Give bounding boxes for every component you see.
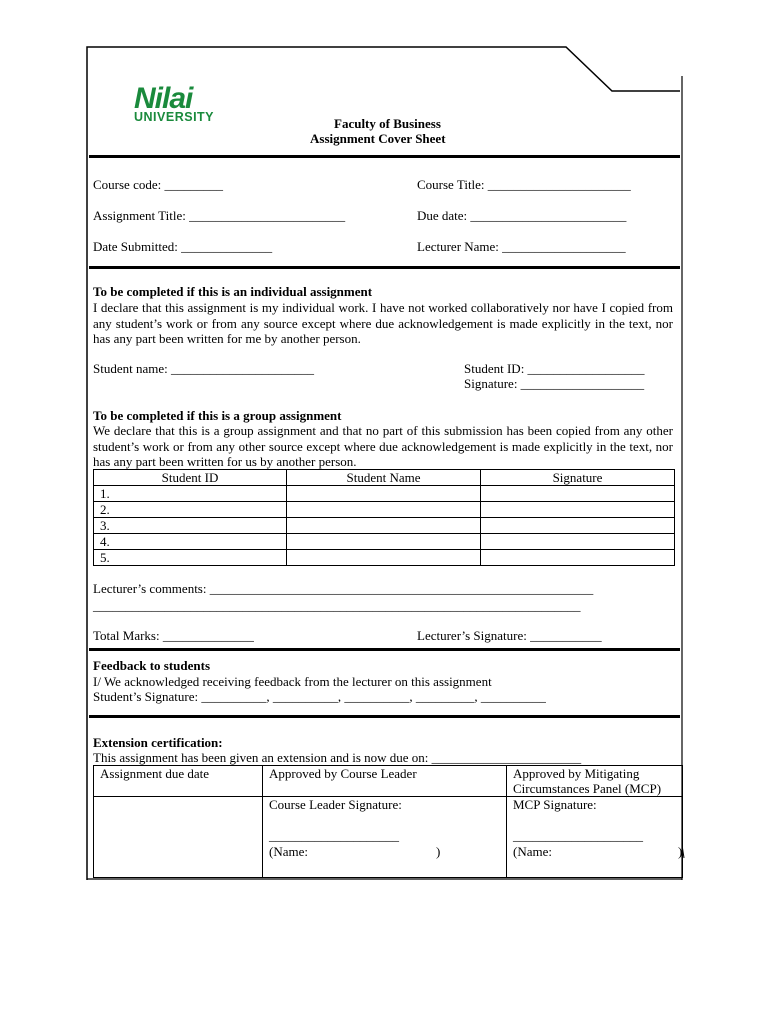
table-row xyxy=(94,766,683,797)
date-submitted-field[interactable]: Date Submitted: ______________ xyxy=(93,239,273,254)
course-leader-signature-cell[interactable] xyxy=(263,797,507,878)
course-leader-signature-label: Course Leader Signature: xyxy=(269,797,402,812)
table-row xyxy=(94,797,683,878)
feedback-heading: Feedback to students xyxy=(93,658,211,673)
signature-cell[interactable] xyxy=(481,502,675,518)
row-number: 1. xyxy=(94,486,287,502)
column-header-student-name: Student Name xyxy=(287,470,481,486)
divider xyxy=(89,155,680,158)
mcp-name[interactable] xyxy=(513,844,683,859)
group-declaration: We declare that this is a group assignment and that no part of this submission has been copied from any other student’s work or from any other source except where due acknowledgement is made explicitly in the text, nor has any part been written for us by another person. xyxy=(93,423,673,469)
group-members-table xyxy=(93,469,675,566)
lecturer-comments-field[interactable]: Lecturer’s comments: ___________________________________________________________ xyxy=(93,581,594,596)
student-id-field[interactable]: Student ID: __________________ xyxy=(464,361,645,376)
due-date-field[interactable]: Due date: ________________________ xyxy=(417,208,627,223)
name-close: ) xyxy=(436,844,441,859)
course-title-field[interactable]: Course Title: ______________________ xyxy=(417,177,631,192)
signature-field[interactable]: Signature: ___________________ xyxy=(464,376,645,391)
approved-mcp-header xyxy=(507,766,683,797)
mcp-header-line2: Circumstances Panel (MCP) xyxy=(513,781,662,796)
extension-text[interactable]: This assignment has been given an extension and is now due on: _______________________ xyxy=(93,750,582,765)
column-header-student-id: Student ID xyxy=(94,470,287,486)
signature-cell[interactable] xyxy=(481,486,675,502)
individual-heading: To be completed if this is an individual assignment xyxy=(93,284,373,299)
assignment-due-date-header: Assignment due date xyxy=(94,766,263,797)
faculty-title: Faculty of Business xyxy=(334,116,441,131)
table-row xyxy=(94,534,675,550)
mcp-signature-line[interactable]: ____________________ xyxy=(513,828,643,843)
logo-subtitle: UNIVERSITY xyxy=(134,110,215,124)
divider xyxy=(89,266,680,269)
divider xyxy=(89,648,680,651)
mcp-signature-cell[interactable] xyxy=(507,797,683,878)
row-number: 2. xyxy=(94,502,287,518)
name-close: ) xyxy=(678,844,683,859)
student-name-cell[interactable] xyxy=(287,550,481,566)
student-name-cell[interactable] xyxy=(287,486,481,502)
student-name-cell[interactable] xyxy=(287,518,481,534)
row-number: 3. xyxy=(94,518,287,534)
name-open: (Name: xyxy=(269,844,308,859)
course-leader-name[interactable] xyxy=(269,844,500,859)
divider xyxy=(89,715,680,718)
row-number: 4. xyxy=(94,534,287,550)
signature-cell[interactable] xyxy=(481,534,675,550)
signature-cell[interactable] xyxy=(481,550,675,566)
university-logo xyxy=(134,84,244,124)
signature-cell[interactable] xyxy=(481,518,675,534)
table-row xyxy=(94,486,675,502)
mcp-signature-label: MCP Signature: xyxy=(513,797,597,812)
column-header-signature: Signature xyxy=(481,470,675,486)
student-signatures-field[interactable]: Student’s Signature: __________, __________, __________, _________, __________ xyxy=(93,689,546,704)
course-code-field[interactable]: Course code: _________ xyxy=(93,177,223,192)
total-marks-field[interactable]: Total Marks: ______________ xyxy=(93,628,254,643)
assignment-due-date-cell[interactable] xyxy=(94,797,263,878)
sheet-title: Assignment Cover Sheet xyxy=(310,131,446,146)
table-row xyxy=(94,502,675,518)
lecturer-name-field[interactable]: Lecturer Name: ___________________ xyxy=(417,239,626,254)
logo-name: Nilai xyxy=(134,82,193,115)
extension-table xyxy=(93,765,683,878)
assignment-title-field[interactable]: Assignment Title: ________________________ xyxy=(93,208,346,223)
name-open: (Name: xyxy=(513,844,552,859)
course-leader-signature-line[interactable]: ____________________ xyxy=(269,828,399,843)
student-name-cell[interactable] xyxy=(287,502,481,518)
student-name-field[interactable]: Student name: ______________________ xyxy=(93,361,314,376)
row-number: 5. xyxy=(94,550,287,566)
table-row xyxy=(94,550,675,566)
individual-declaration: I declare that this assignment is my individual work. I have not worked collaboratively nor have I copied from any student’s work or from any source except where due acknowledgement is made explicitly in the text, nor has any part been written for me by another person. xyxy=(93,300,673,346)
table-header-row xyxy=(94,470,675,486)
mcp-header-line1: Approved by Mitigating xyxy=(513,766,640,781)
table-row xyxy=(94,518,675,534)
lecturer-signature-field[interactable]: Lecturer’s Signature: ___________ xyxy=(417,628,602,643)
feedback-text: I/ We acknowledged receiving feedback from the lecturer on this assignment xyxy=(93,674,492,689)
lecturer-comments-line[interactable]: ___________________________________________________________________________ xyxy=(93,598,581,613)
group-heading: To be completed if this is a group assignment xyxy=(93,408,342,423)
extension-heading: Extension certification: xyxy=(93,735,223,750)
approved-course-leader-header: Approved by Course Leader xyxy=(263,766,507,797)
student-name-cell[interactable] xyxy=(287,534,481,550)
